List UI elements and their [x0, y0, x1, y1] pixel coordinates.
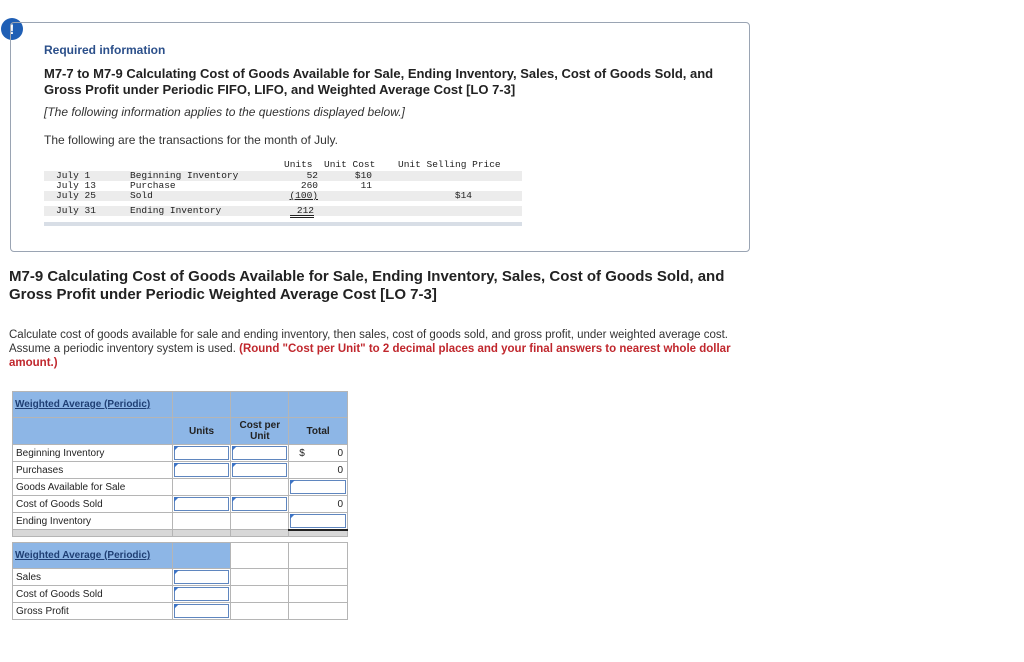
problem-title: M7-7 to M7-9 Calculating Cost of Goods Available for Sale, Ending Inventory, Sales, Cost of Goods Sold, and Gross Profit under Periodic FIFO, LIFO, and Weighted Average Cost [LO 7-3] — [44, 66, 714, 97]
table-header-cell — [13, 392, 173, 418]
spacer-cell — [172, 530, 231, 537]
col-header-units: Units — [284, 159, 313, 170]
table-header-cell — [13, 418, 173, 445]
tx-selling-price: $14 — [454, 190, 472, 201]
tx-desc: Sold — [130, 190, 153, 201]
purchases-total — [289, 462, 348, 479]
gross-profit-table — [12, 542, 348, 620]
empty-cell — [172, 479, 231, 496]
table-bottom-rule — [44, 222, 522, 226]
tx-unit-cost: 11 — [360, 180, 372, 191]
total-value: 0 — [337, 498, 343, 510]
tx-unit-cost: $10 — [354, 170, 372, 181]
purchases-cost-input[interactable] — [231, 462, 289, 479]
tx-units: 260 — [300, 180, 318, 191]
info-note: [The following information applies to the questions displayed below.] — [44, 105, 405, 119]
table-header-cell — [231, 392, 289, 418]
row-label: Purchases — [13, 462, 173, 479]
transactions-intro: The following are the transactions for the month of July. — [44, 133, 338, 147]
row-label: Gross Profit — [13, 603, 173, 620]
table-heading: Weighted Average (Periodic) — [15, 550, 151, 561]
empty-cell — [289, 569, 348, 586]
tx-desc: Ending Inventory — [130, 205, 222, 216]
transactions-table — [44, 160, 522, 228]
table-header-cell — [172, 543, 231, 569]
empty-cell — [289, 603, 348, 620]
row-label: Cost of Goods Sold — [13, 586, 173, 603]
table-header-cell — [172, 392, 231, 418]
row-shade — [44, 171, 522, 181]
cogs-units-input[interactable] — [172, 496, 231, 513]
units-column-header: Units — [172, 418, 231, 445]
row-label: Cost of Goods Sold — [13, 496, 173, 513]
empty-cell — [231, 586, 289, 603]
question-text: Calculate cost of goods available for sale and ending inventory, then sales, cost of goods sold, and gross profit, under weighted average cost. Assume a periodic inventory system is used. — [9, 329, 728, 355]
dollar-sign: $ — [299, 448, 305, 459]
tx-date: July 13 — [56, 180, 96, 191]
total-value: 0 — [337, 464, 343, 476]
required-information-panel — [10, 22, 750, 252]
cogs-total — [289, 496, 348, 513]
alert-icon: ! — [1, 18, 23, 40]
beginning-inventory-units-input[interactable] — [172, 445, 231, 462]
goods-available-total-input[interactable] — [289, 479, 348, 496]
row-label: Beginning Inventory — [13, 445, 173, 462]
beginning-inventory-cost-input[interactable] — [231, 445, 289, 462]
tx-units: (100) — [289, 190, 318, 201]
ending-inventory-total-input[interactable] — [289, 513, 348, 530]
col-header-unit-cost: Unit Cost — [324, 159, 376, 170]
question-title: M7-9 Calculating Cost of Goods Available for Sale, Ending Inventory, Sales, Cost of Goods Sold, and Gross Profit under Periodic Weighted Average Cost [LO 7-3] — [9, 268, 725, 303]
total-column-header: Total — [289, 418, 348, 445]
required-information-label: Required information — [44, 43, 166, 57]
cogs-cost-input[interactable] — [231, 496, 289, 513]
cogs-amount-input[interactable] — [172, 586, 231, 603]
table-heading: Weighted Average (Periodic) — [15, 399, 151, 410]
empty-cell — [289, 543, 348, 569]
beginning-inventory-total — [289, 445, 348, 462]
empty-cell — [231, 479, 289, 496]
empty-cell — [172, 513, 231, 530]
tx-units: 52 — [306, 170, 318, 181]
gross-profit-input[interactable] — [172, 603, 231, 620]
empty-cell — [289, 586, 348, 603]
col-header-unit-selling-price: Unit Selling Price — [398, 159, 501, 170]
sales-input[interactable] — [172, 569, 231, 586]
rounding-instruction: (Round "Cost per Unit" to 2 decimal places and your final answers to nearest whole dollar amount.) — [9, 343, 731, 369]
empty-cell — [231, 603, 289, 620]
row-label: Ending Inventory — [13, 513, 173, 530]
spacer-cell — [231, 530, 289, 537]
table-header-cell — [289, 392, 348, 418]
total-value: 0 — [337, 447, 343, 459]
tx-date: July 31 — [56, 205, 96, 216]
tx-date: July 25 — [56, 190, 96, 201]
cost-per-unit-column-header: Cost per Unit — [231, 418, 289, 445]
spacer-cell — [13, 530, 173, 537]
row-label: Sales — [13, 569, 173, 586]
tx-date: July 1 — [56, 170, 91, 181]
row-label: Goods Available for Sale — [13, 479, 173, 496]
tx-desc: Purchase — [130, 180, 176, 191]
tx-desc: Beginning Inventory — [130, 170, 239, 181]
purchases-units-input[interactable] — [172, 462, 231, 479]
empty-cell — [231, 513, 289, 530]
empty-cell — [231, 569, 289, 586]
question-instructions — [9, 328, 749, 370]
table-header-cell — [13, 543, 173, 569]
weighted-average-cost-table — [12, 391, 348, 537]
spacer-cell — [289, 530, 348, 537]
tx-units: 212 — [290, 206, 314, 218]
empty-cell — [231, 543, 289, 569]
row-shade — [44, 206, 522, 216]
